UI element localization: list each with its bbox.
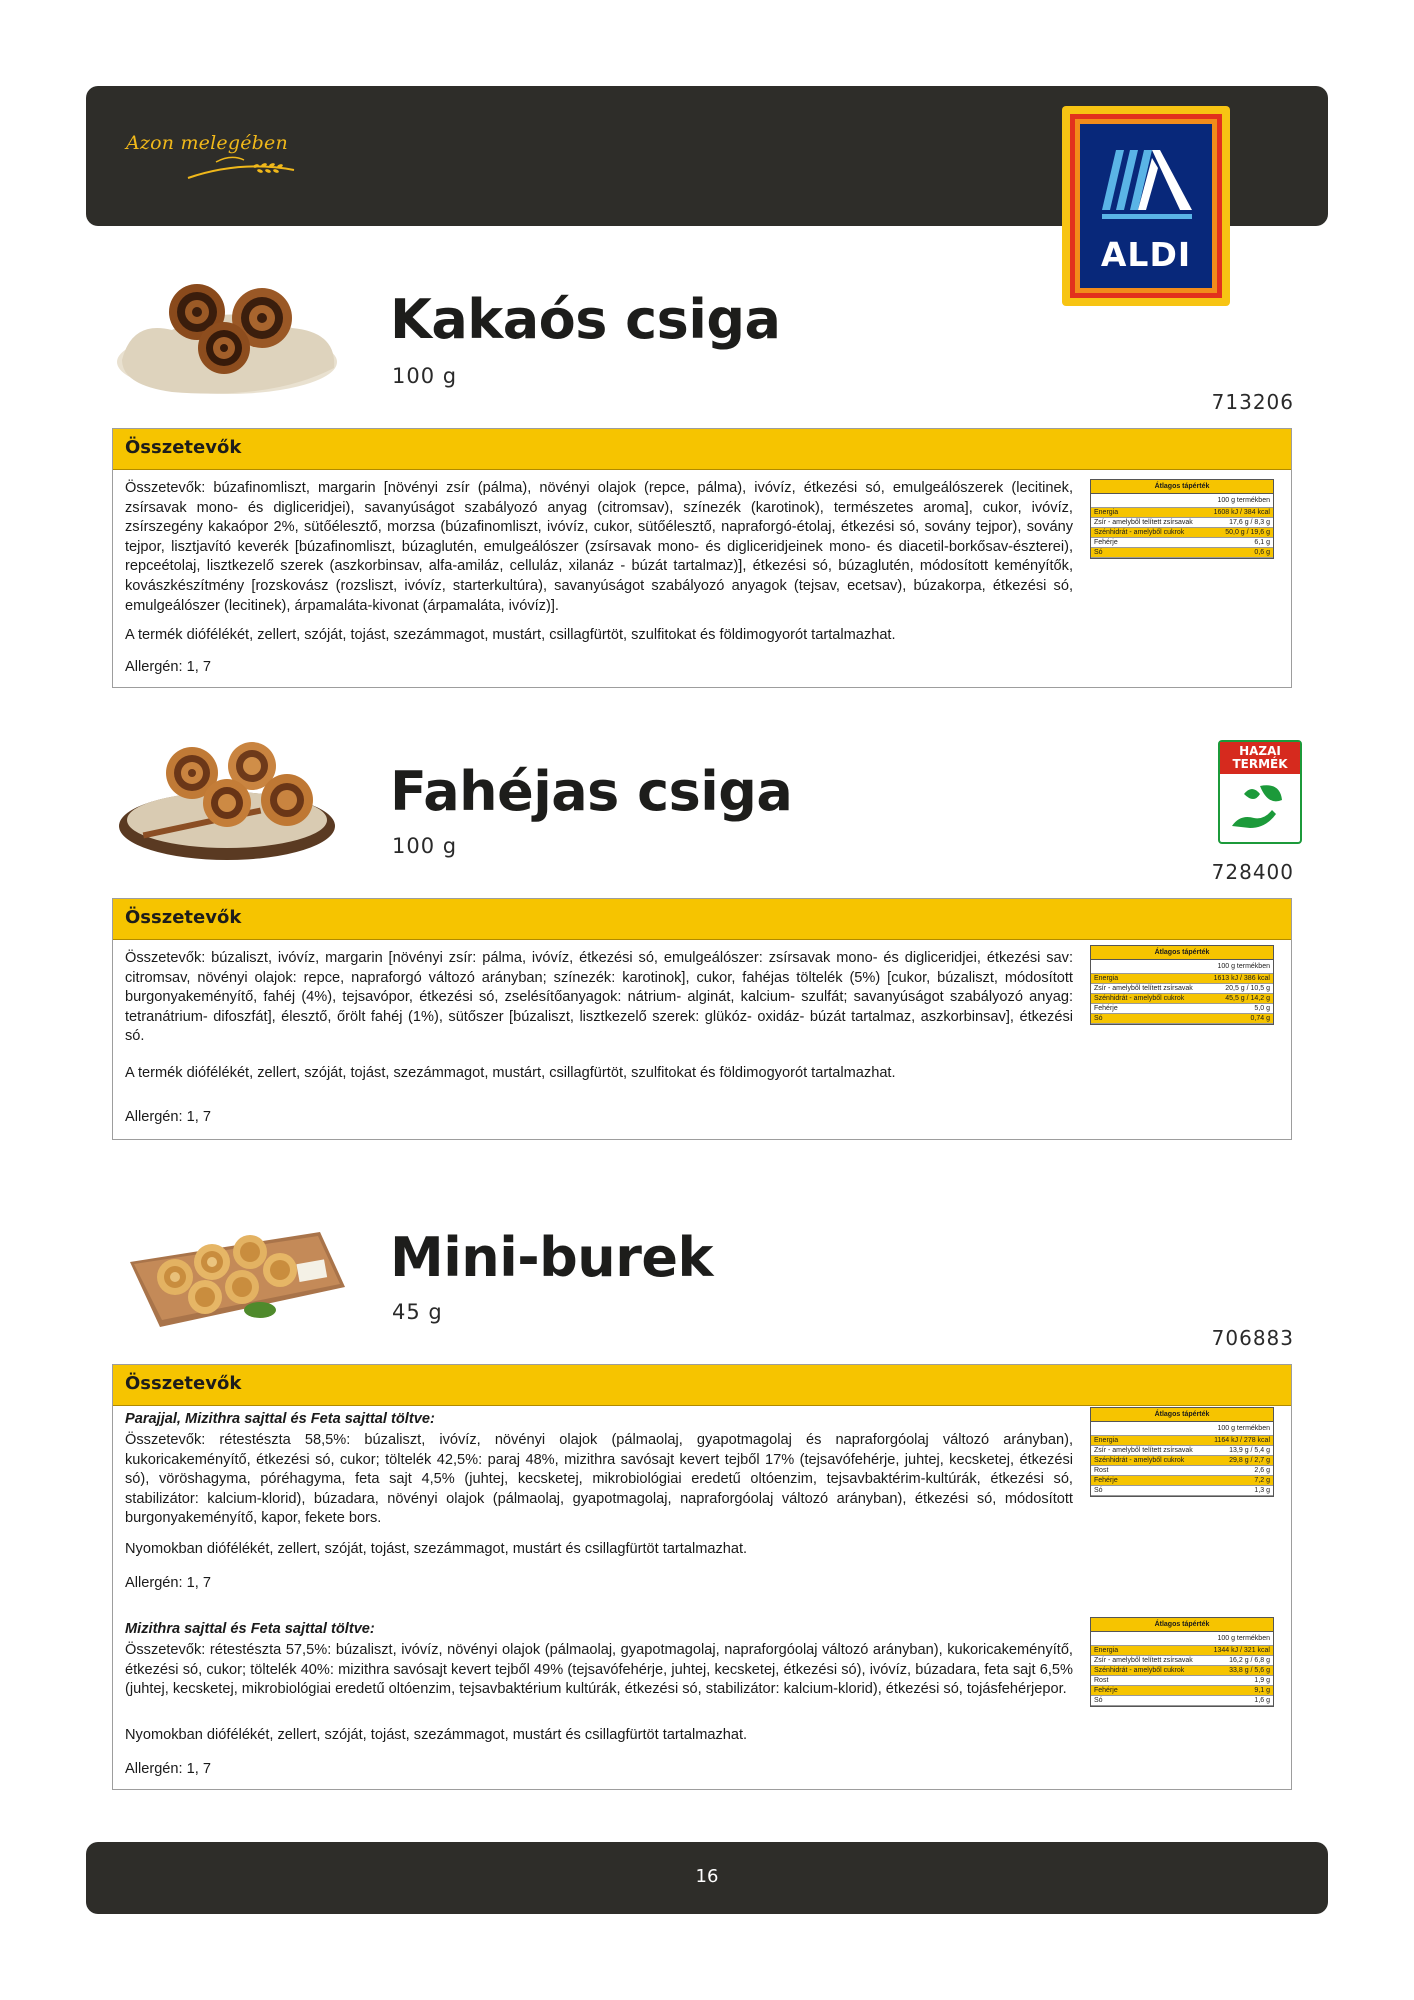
brand-logo-text: Azon melegében: [126, 132, 288, 154]
nutrition-table: [1090, 1617, 1274, 1707]
nutrition-row: Fehérje 5,0 g: [1091, 1004, 1273, 1014]
hazai-termek-badge: [1218, 740, 1302, 844]
allergen-text: Allergén: 1, 7: [125, 1575, 211, 1591]
brand-logo: [126, 126, 296, 186]
nutrition-per: 100 g termékben: [1091, 960, 1273, 974]
aldi-logo-text: ALDI: [1100, 235, 1192, 274]
ingredients-box-kakaos-csiga: [112, 428, 1292, 688]
nutrition-row: Fehérje 7,2 g: [1091, 1476, 1273, 1486]
nutrition-row: Zsír - amelyből telített zsírsavak 16,2 g / 6,8 g: [1091, 1656, 1273, 1666]
ingredients-box-mini-burek: [112, 1364, 1292, 1790]
product-title-mini-burek: Mini-burek: [390, 1226, 713, 1289]
product-code-mini-burek: 706883: [1211, 1326, 1294, 1350]
traces-text: A termék diófélékét, zellert, szóját, tojást, szezámmagot, mustárt, csillagfürtöt, szulfitokat és földimogyorót tartalmazhat.: [125, 627, 896, 643]
nutrition-title: Átlagos tápérték: [1091, 946, 1273, 960]
product-code-kakaos-csiga: 713206: [1211, 390, 1294, 414]
hand-leaf-icon: [1220, 774, 1296, 838]
variant-subtitle: Parajjal, Mizithra sajttal és Feta sajttal töltve:: [125, 1411, 435, 1427]
aldi-logo: [1062, 106, 1230, 306]
hazai-termek-text: HAZAI TERMÉK: [1220, 742, 1300, 774]
nutrition-row: Energia 1608 kJ / 384 kcal: [1091, 508, 1273, 518]
ingredients-header-label: Összetevők: [125, 1373, 242, 1394]
nutrition-table: [1090, 945, 1274, 1025]
nutrition-row: Rost 2,6 g: [1091, 1466, 1273, 1476]
nutrition-title: Átlagos tápérték: [1091, 1408, 1273, 1422]
traces-text: A termék diófélékét, zellert, szóját, tojást, szezámmagot, mustárt, csillagfürtöt, szulfitokat és földimogyorót tartalmazhat.: [125, 1065, 896, 1081]
nutrition-row: Zsír - amelyből telített zsírsavak 13,9 g / 5,4 g: [1091, 1446, 1273, 1456]
nutrition-title: Átlagos tápérték: [1091, 480, 1273, 494]
allergen-text: Allergén: 1, 7: [125, 1109, 211, 1125]
product-weight-mini-burek: 45 g: [392, 1300, 443, 1324]
product-weight-fahejas-csiga: 100 g: [392, 834, 458, 858]
kakaos-csiga-image: [112, 260, 342, 400]
nutrition-row: Só 0,6 g: [1091, 548, 1273, 558]
product-weight-kakaos-csiga: 100 g: [392, 364, 458, 388]
nutrition-table: [1090, 479, 1274, 559]
nutrition-per: 100 g termékben: [1091, 1422, 1273, 1436]
nutrition-row: Zsír - amelyből telített zsírsavak 20,5 g / 10,5 g: [1091, 984, 1273, 994]
ingredients-text: Összetevők: rétestészta 58,5%: búzaliszt, ivóvíz, növényi olajok (pálmaolaj, gyapotmagolaj és napraforgóolaj változó arányban), kukoricakeményítő, étkezési só, cukor; töltelék 42,5%: paraj 48%, mizithra savósajt kevert tejből 17% (tejsavófehérje, juhtej, kecsketej, étkezési só), vöröshagyma, póréhagyma, feta sajt 4,5% (juhtej, kecsketej, mikrobiológiai eredetű oltóenzim, tejsavbaktérim-kultúrák, étkezési só, stabilizátor: kalcium-klorid), búzadara, növényi olajok (pálmaolaj, gyapotmagolaj, napraforgóolaj változó arányban), étkezési só, módosított burgonyakeményítő, kapor, fekete bors.: [125, 1432, 1073, 1527]
nutrition-row: Zsír - amelyből telített zsírsavak 17,6 g / 8,3 g: [1091, 518, 1273, 528]
nutrition-row: Rost 1,9 g: [1091, 1676, 1273, 1686]
ingredients-text: Összetevők: rétestészta 57,5%: búzaliszt, ivóvíz, növényi olajok (pálmaolaj, gyapotmagolaj, napraforgóolaj változó arányban), kukoricakeményítő, étkezési só, cukor; töltelék 40%: mizithra savósajt kevert tejből 49% (tejsavófehérje, juhtej, kecsketej, étkezési só), ivóvíz, búzadara, feta sajt 6,5% (juhtej, kecsketej, mikrobiológiai eredetű oltóenzim, tejsavbaktérium kultúrák, étkezési só, stabilizátor: kalcium-klorid), étkezési só, tojásfehérjepor.: [125, 1642, 1073, 1698]
nutrition-per: 100 g termékben: [1091, 1632, 1273, 1646]
nutrition-row: Só 1,6 g: [1091, 1696, 1273, 1706]
ingredients-header-label: Összetevők: [125, 907, 242, 928]
footer-bar: [86, 1842, 1328, 1914]
product-title-fahejas-csiga: Fahéjas csiga: [390, 760, 793, 823]
product-code-fahejas-csiga: 728400: [1211, 860, 1294, 884]
nutrition-row: Energia 1613 kJ / 386 kcal: [1091, 974, 1273, 984]
traces-text: Nyomokban diófélékét, zellert, szóját, tojást, szezámmagot, mustárt és csillagfürtöt tartalmazhat.: [125, 1727, 748, 1743]
nutrition-row: Fehérje 6,1 g: [1091, 538, 1273, 548]
ingredients-text: Összetevők: búzaliszt, ivóvíz, margarin [növényi zsír: pálma, ivóvíz, étkezési só, emulgeálószer: zsírsavak mono- és digliceridjei, étkezési sav: citromsav, növényi olajok: repce, napraforgó változó arányban; színezék: karotinok], cukor, fahéjas töltelék (5%) [cukor, búzaliszt, módosított burgonyakeményítő, fahéj (4%), tejsavópor, étkezési só, zselésítőanyagok: nátrium- alginát, kalcium- szulfát; savanyúságot szabályozó anyag: tetranátrium- difoszfát], élesztő, őrölt fahéj (1%), sütőszer [búzaliszt, lisztkezelő szerek: glükóz- oxidáz- búzát tartalmaz, aszkorbinsav], étkezési só.: [125, 950, 1073, 1045]
nutrition-row: Energia 1164 kJ / 278 kcal: [1091, 1436, 1273, 1446]
nutrition-row: Szénhidrát - amelyből cukrok 50,0 g / 19,6 g: [1091, 528, 1273, 538]
nutrition-per: 100 g termékben: [1091, 494, 1273, 508]
allergen-text: Allergén: 1, 7: [125, 1761, 211, 1777]
page-number: 16: [695, 1866, 719, 1887]
nutrition-row: Szénhidrát - amelyből cukrok 45,5 g / 14,2 g: [1091, 994, 1273, 1004]
aldi-stripes-icon: [1102, 150, 1192, 228]
nutrition-row: Szénhidrát - amelyből cukrok 29,8 g / 2,7 g: [1091, 1456, 1273, 1466]
nutrition-table: [1090, 1407, 1274, 1497]
traces-text: Nyomokban diófélékét, zellert, szóját, tojást, szezámmagot, mustárt és csillagfürtöt tartalmazhat.: [125, 1541, 748, 1557]
nutrition-row: Fehérje 9,1 g: [1091, 1686, 1273, 1696]
ingredients-header-label: Összetevők: [125, 437, 242, 458]
ingredients-header: [113, 899, 1291, 940]
nutrition-title: Átlagos tápérték: [1091, 1618, 1273, 1632]
ingredients-header: [113, 429, 1291, 470]
ingredients-text: Összetevők: búzafinomliszt, margarin [növényi zsír (pálma), növényi olajok (repce, pálma), ivóvíz, étkezési só, emulgeálószerek (lecitinek, zsírsavak mono- és digliceridjei), savanyúságot szabályozó anyag (citromsav), színezék (karotinok), természetes aroma], cukor, ivóvíz, zsírszegény kakaópor 2%, sütőélesztő, morzsa (búzafinomliszt, ivóvíz, cukor, sütőélesztő, napraforgó-étolaj, étkezési só, sovány tejpor), sovány tejpor, lisztjavító keverék [búzafinomliszt, búzaglutén, emulgeálószer (zsírsavak mono- és digliceridjeinek mono- és diacetil-borkősav-észterei), repceétolaj, lisztkezelő szerek (aszkorbinsav, alfa-amiláz, celluláz, xilanáz - búzát tartalmaz)], étkezési só, búzaglutén, módosított keményítők, kovászkészítmény [rozskovász (rozsliszt, ivóvíz, starterkultúra), savanyúságot szabályozó anyagok (tejsav, ecetsav), búzakorpa, étkezési só, emulgeálószer (lecitinek), árpamaláta-kivonat (árpamaláta, ivóvíz)].: [125, 480, 1073, 614]
ingredients-box-fahejas-csiga: [112, 898, 1292, 1140]
nutrition-row: Só 1,3 g: [1091, 1486, 1273, 1496]
fahejas-csiga-image: [112, 728, 342, 868]
nutrition-row: Energia 1344 kJ / 321 kcal: [1091, 1646, 1273, 1656]
wheat-icon: [186, 156, 296, 184]
allergen-text: Allergén: 1, 7: [125, 659, 211, 675]
nutrition-row: Szénhidrát - amelyből cukrok 33,8 g / 5,6 g: [1091, 1666, 1273, 1676]
ingredients-header: [113, 1365, 1291, 1406]
product-title-kakaos-csiga: Kakaós csiga: [390, 288, 781, 351]
nutrition-row: Só 0,74 g: [1091, 1014, 1273, 1024]
mini-burek-image: [120, 1192, 350, 1332]
variant-subtitle: Mizithra sajttal és Feta sajttal töltve:: [125, 1621, 375, 1637]
